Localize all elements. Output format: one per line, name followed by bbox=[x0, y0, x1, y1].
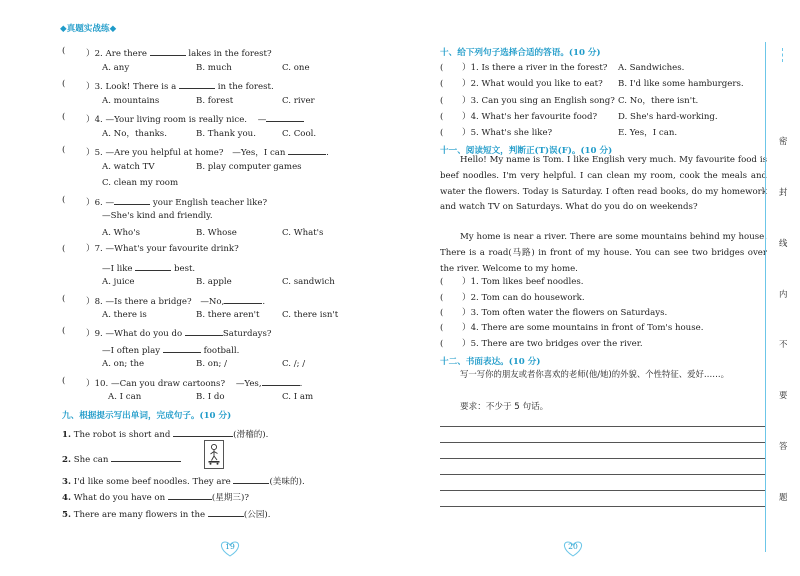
q3-option-b: B. forest bbox=[196, 96, 234, 106]
q8-option-a: A. there is bbox=[102, 310, 147, 320]
seal-char: 封 bbox=[779, 187, 788, 197]
page-number-19 bbox=[217, 540, 243, 554]
seal-char: 线 bbox=[779, 238, 788, 248]
q9-stem bbox=[86, 326, 272, 340]
s11-row-5-paren: ( bbox=[440, 339, 444, 349]
s9-item-3-text: I'd like some beef noodles. They are bbox=[73, 477, 231, 487]
s9-item-2 bbox=[62, 452, 181, 466]
page-number-text: 20 bbox=[568, 542, 578, 551]
q10-text-c: . bbox=[299, 379, 303, 389]
q2-blank[interactable] bbox=[150, 46, 186, 56]
banner-text: 真题实战练 bbox=[66, 24, 110, 34]
s11-row-2-paren: ( bbox=[440, 293, 444, 303]
diamond-icon: ◆ bbox=[109, 24, 117, 34]
q7-text-a: —What's your favourite drink? bbox=[105, 244, 239, 254]
q8-blank[interactable] bbox=[224, 294, 262, 304]
q6-option-a: A. Who's bbox=[102, 228, 140, 238]
q4-stem bbox=[86, 112, 304, 126]
q7-option-c: C. sandwich bbox=[282, 277, 335, 287]
q9-line2 bbox=[102, 343, 239, 357]
q5-paren: ( bbox=[62, 145, 66, 155]
q9-number: ）9. bbox=[86, 329, 103, 339]
s9-item-2-text: She can bbox=[73, 455, 109, 465]
q3-stem bbox=[86, 79, 274, 93]
s9-item-3 bbox=[62, 474, 305, 488]
q8-option-b: B. there aren't bbox=[196, 310, 260, 320]
s9-item-1-number: 1. bbox=[62, 430, 71, 440]
q3-text-b: in the forest. bbox=[217, 82, 274, 92]
q9-blank-1[interactable] bbox=[185, 326, 223, 336]
q7-paren: ( bbox=[62, 244, 66, 254]
q5-stem bbox=[86, 145, 329, 159]
s9-item-5-hint: (公园). bbox=[243, 510, 271, 520]
q10-option-c: C. I am bbox=[282, 392, 314, 402]
section12-heading: 十二、书面表达。(10 分) bbox=[440, 357, 541, 367]
q6-blank[interactable] bbox=[114, 195, 150, 205]
seal-char: 题 bbox=[779, 492, 788, 502]
writing-line[interactable] bbox=[440, 458, 766, 459]
q6-paren: ( bbox=[62, 195, 66, 205]
s9-item-1-blank[interactable] bbox=[173, 427, 233, 437]
s11-row-5-statement: ）5. There are two bridges over the river. bbox=[462, 339, 643, 349]
s9-item-1-text: The robot is short and bbox=[73, 430, 171, 440]
q2-number: ）2. bbox=[86, 49, 103, 59]
diamond-icon: ◆ bbox=[60, 24, 67, 34]
q8-paren: ( bbox=[62, 294, 66, 304]
q3-paren: ( bbox=[62, 79, 66, 89]
q10-number: ）10. bbox=[86, 379, 109, 389]
q9-text-a: —What do you do bbox=[105, 329, 183, 339]
writing-requirement: 要求：不少于 5 句话。 bbox=[460, 402, 549, 412]
s10-row-4-question: ）4. What's her favourite food? bbox=[462, 112, 598, 122]
s10-row-3-answer: C. No，there isn't. bbox=[618, 96, 699, 106]
reading-paragraph-2: My home is near a river. There are some mountains behind my house. There is a road(马路) in front of my house. You can see two bridges over the river. Welcome to my home. bbox=[440, 232, 767, 274]
s9-item-5-text: There are many flowers in the bbox=[73, 510, 206, 520]
s10-row-2-question: ）2. What would you like to eat? bbox=[462, 79, 603, 89]
seal-char: 答 bbox=[779, 441, 788, 451]
s10-row-1-paren: ( bbox=[440, 63, 444, 73]
s9-item-1-hint: (滑稽的). bbox=[233, 430, 269, 440]
q5-blank[interactable] bbox=[288, 145, 326, 155]
s9-item-2-number: 2. bbox=[62, 455, 71, 465]
s10-row-1-answer: A. Sandwiches. bbox=[618, 63, 685, 73]
q4-option-b: B. Thank you. bbox=[196, 129, 256, 139]
q9-option-a: A. on; the bbox=[102, 359, 145, 369]
reading-paragraph-1: Hello! My name is Tom. I like English very much. My favourite food is beef noodles. I'm very helpful. I can clean my room, cook the meals and water the flowers. Today is Saturday. I often read books, do my homework and watch TV on Saturdays. What do you do on weekends? bbox=[440, 155, 767, 213]
s10-row-4-answer: D. She's hard-working. bbox=[618, 112, 718, 122]
q8-stem bbox=[86, 294, 265, 308]
q6-option-c: C. What's bbox=[282, 228, 324, 238]
q3-option-a: A. mountains bbox=[102, 96, 160, 106]
q10-paren: ( bbox=[62, 376, 66, 386]
writing-line[interactable] bbox=[440, 442, 766, 443]
q9-paren: ( bbox=[62, 326, 66, 336]
skateboard-picture bbox=[204, 440, 224, 469]
page-number-text: 19 bbox=[225, 542, 235, 551]
q7-blank[interactable] bbox=[135, 261, 171, 271]
writing-line[interactable] bbox=[440, 474, 766, 475]
q7-option-b: B. apple bbox=[196, 277, 232, 287]
s10-row-5-answer: E. Yes，I can. bbox=[618, 128, 678, 138]
s9-item-3-hint: (美味的). bbox=[269, 477, 305, 487]
s11-row-3-paren: ( bbox=[440, 308, 444, 318]
q2-text-a: Are there bbox=[105, 49, 147, 59]
q5-text-a: —Are you helpful at home? bbox=[105, 148, 224, 158]
q4-text-a: —Your living room is really nice. bbox=[105, 115, 248, 125]
section9-heading: 九、根据提示写出单词，完成句子。(10 分) bbox=[62, 411, 232, 421]
q7-number: ）7. bbox=[86, 244, 103, 254]
q9-option-c: C. /; / bbox=[282, 359, 306, 369]
seal-char: 要 bbox=[779, 390, 788, 400]
s11-row-4-paren: ( bbox=[440, 323, 444, 333]
q7-option-a: A. juice bbox=[102, 277, 135, 287]
writing-prompt: 写一写你的朋友或者你喜欢的老师(他/她)的外貌、个性特征、爱好……。 bbox=[460, 369, 729, 379]
skating-kid-icon bbox=[205, 441, 223, 468]
q6-text-a: — bbox=[105, 198, 115, 208]
s9-item-5 bbox=[62, 507, 271, 521]
q6-line2: —She's kind and friendly. bbox=[102, 211, 213, 221]
s10-row-3-question: ）3. Can you sing an English song? bbox=[462, 96, 615, 106]
q10-option-b: B. I do bbox=[196, 392, 225, 402]
s9-item-2-blank[interactable] bbox=[111, 452, 181, 462]
q2-option-c: C. one bbox=[282, 63, 310, 73]
page-number-20 bbox=[560, 540, 586, 554]
s9-item-4-text: What do you have on bbox=[73, 493, 166, 503]
q6-option-b: B. Whose bbox=[196, 228, 237, 238]
s9-item-4-blank[interactable] bbox=[168, 490, 212, 500]
q7-line2-a: —I like bbox=[102, 264, 133, 274]
practice-banner bbox=[60, 22, 116, 35]
q10-text-a: —Can you draw cartoons? bbox=[111, 379, 226, 389]
q5-option-b: B. play computer games bbox=[196, 162, 302, 172]
s10-row-5-paren: ( bbox=[440, 128, 444, 138]
seal-dash bbox=[782, 48, 783, 62]
section11-heading: 十一、阅读短文，判断正(T)误(F)。(10 分) bbox=[440, 146, 613, 156]
q10-blank[interactable] bbox=[262, 376, 300, 386]
q9-line2-b: football. bbox=[203, 346, 240, 356]
q9-line2-a: —I often play bbox=[102, 346, 161, 356]
s9-item-4-hint: (星期三)? bbox=[211, 493, 249, 503]
section10-heading: 十、给下列句子选择合适的答语。(10 分) bbox=[440, 48, 601, 58]
s10-row-1-question: ）1. Is there a river in the forest? bbox=[462, 63, 608, 73]
q4-number: ）4. bbox=[86, 115, 103, 125]
q6-number: ）6. bbox=[86, 198, 103, 208]
writing-line[interactable] bbox=[440, 506, 766, 507]
q4-text-b: — bbox=[257, 115, 267, 125]
q3-text-a: Look! There is a bbox=[105, 82, 177, 92]
q3-number: ）3. bbox=[86, 82, 103, 92]
writing-line[interactable] bbox=[440, 426, 766, 427]
s11-row-3-statement: ）3. Tom often water the flowers on Saturdays. bbox=[462, 308, 668, 318]
q5-option-c: C. clean my room bbox=[102, 178, 179, 188]
q8-text-b: —No, bbox=[200, 297, 225, 307]
q3-option-c: C. river bbox=[282, 96, 315, 106]
seal-char: 密 bbox=[779, 136, 788, 146]
q6-stem bbox=[86, 195, 267, 209]
s11-row-1-statement: ）1. Tom likes beef noodles. bbox=[462, 277, 584, 287]
q7-line2 bbox=[102, 261, 195, 275]
q2-text-b: lakes in the forest? bbox=[188, 49, 272, 59]
q4-paren: ( bbox=[62, 112, 66, 122]
q2-stem bbox=[86, 46, 272, 60]
s9-item-3-blank[interactable] bbox=[233, 474, 269, 484]
s10-row-3-paren: ( bbox=[440, 96, 444, 106]
q3-blank[interactable] bbox=[179, 79, 215, 89]
q8-text-a: —Is there a bridge? bbox=[105, 297, 192, 307]
q10-option-a: A. I can bbox=[108, 392, 142, 402]
s10-row-2-answer: B. I'd like some hamburgers. bbox=[618, 79, 744, 89]
s10-row-2-paren: ( bbox=[440, 79, 444, 89]
s11-row-1-paren: ( bbox=[440, 277, 444, 287]
writing-line[interactable] bbox=[440, 490, 766, 491]
s9-item-5-blank[interactable] bbox=[208, 507, 244, 517]
q5-option-a: A. watch TV bbox=[102, 162, 155, 172]
q10-stem bbox=[86, 376, 302, 390]
q10-text-b: —Yes, bbox=[235, 379, 262, 389]
s9-item-4-number: 4. bbox=[62, 493, 71, 503]
q8-number: ）8. bbox=[86, 297, 103, 307]
q5-number: ）5. bbox=[86, 148, 103, 158]
s9-item-1 bbox=[62, 427, 268, 441]
q9-text-b: Saturdays? bbox=[222, 329, 272, 339]
q4-blank[interactable] bbox=[266, 112, 304, 122]
q5-text-b: —Yes，I can bbox=[232, 148, 286, 158]
s11-row-4-statement: ）4. There are some mountains in front of Tom's house. bbox=[462, 323, 704, 333]
q9-blank-2[interactable] bbox=[163, 343, 201, 353]
s11-row-2-statement: ）2. Tom can do housework. bbox=[462, 293, 585, 303]
s9-item-5-number: 5. bbox=[62, 510, 71, 520]
s9-item-3-number: 3. bbox=[62, 477, 71, 487]
seal-line bbox=[765, 42, 766, 552]
s10-row-4-paren: ( bbox=[440, 112, 444, 122]
q8-option-c: C. there isn't bbox=[282, 310, 339, 320]
q8-text-c: . bbox=[262, 297, 266, 307]
q9-option-b: B. on; / bbox=[196, 359, 228, 369]
seal-char: 不 bbox=[779, 339, 788, 349]
s10-row-5-question: ）5. What's she like? bbox=[462, 128, 553, 138]
q6-text-b: your English teacher like? bbox=[152, 198, 268, 208]
q2-paren: ( bbox=[62, 46, 66, 56]
seal-char: 内 bbox=[779, 289, 788, 299]
q2-option-b: B. much bbox=[196, 63, 232, 73]
q4-option-a: A. No，thanks. bbox=[102, 129, 167, 139]
s9-item-4 bbox=[62, 490, 249, 504]
q4-option-c: C. Cool. bbox=[282, 129, 317, 139]
left-page bbox=[0, 0, 398, 576]
q2-option-a: A. any bbox=[102, 63, 130, 73]
right-page bbox=[404, 0, 800, 576]
q5-text-c: . bbox=[326, 148, 329, 158]
q7-line2-b: best. bbox=[173, 264, 196, 274]
q7-stem bbox=[86, 244, 239, 255]
